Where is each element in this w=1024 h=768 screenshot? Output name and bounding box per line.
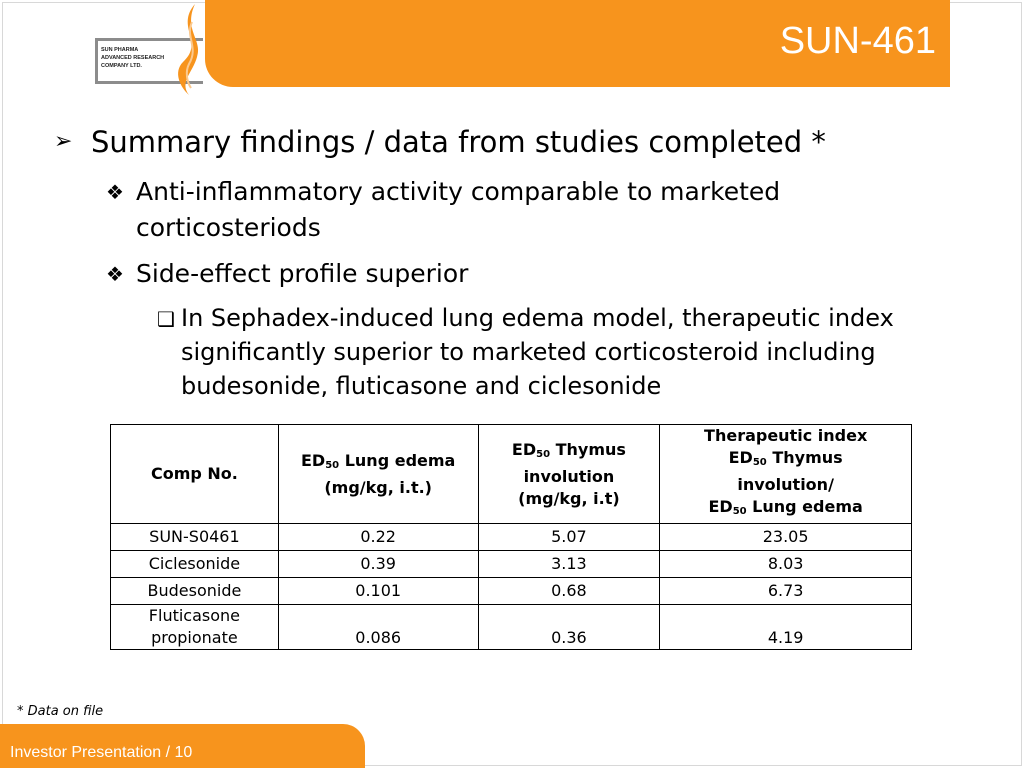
- footer-text: Investor Presentation / 10: [10, 744, 193, 761]
- col-header-thymus: $ED_{50}$ Thymus involution (mg/kg, i.t): [478, 425, 660, 524]
- cell-ti: 8.03: [660, 551, 912, 578]
- cell-lung: 0.22: [278, 524, 478, 551]
- table-row: [111, 551, 912, 578]
- slide-title: SUN-461: [779, 20, 936, 62]
- cell-comp: Budesonide: [111, 578, 279, 605]
- table-row: [111, 605, 912, 650]
- results-table: [110, 424, 912, 650]
- company-logo: [95, 2, 215, 94]
- cell-thymus: 0.68: [478, 578, 660, 605]
- cell-ti: 4.19: [660, 605, 912, 650]
- cell-ti: 6.73: [660, 578, 912, 605]
- footnote: * Data on file: [17, 704, 104, 719]
- cell-thymus: 3.13: [478, 551, 660, 578]
- bullet-text: In Sephadex-induced lung edema model, therapeutic index significantly superior to marketed corticosteroid including budesonide, fluticasone and ciclesonide: [181, 304, 894, 400]
- bullet-text: Side-effect profile superior: [136, 259, 469, 288]
- bullet-text: Summary findings / data from studies completed *: [91, 125, 826, 159]
- bullet-text: Anti-inflammatory activity comparable to marketed corticosteriods: [136, 177, 781, 242]
- diamond-bullet-icon: ❖: [106, 262, 124, 286]
- col-header-comp: Comp No.: [111, 425, 279, 524]
- table-row: [111, 578, 912, 605]
- diamond-bullet-icon: ❖: [106, 180, 124, 204]
- cell-comp: Fluticasone propionate: [111, 605, 279, 650]
- checkbox-bullet-icon: ❑: [157, 307, 175, 331]
- cell-ti: 23.05: [660, 524, 912, 551]
- col-header-therapeutic-index: Therapeutic index $ED_{50}$ Thymus involution/ $ED_{50}$ Lung edema: [660, 425, 912, 524]
- col-header-lung-edema: $ED_{50}$ Lung edema (mg/kg, i.t.): [278, 425, 478, 524]
- arrow-bullet-icon: ➢: [54, 129, 73, 154]
- cell-lung: 0.101: [278, 578, 478, 605]
- table-header-row: [111, 425, 912, 524]
- table-row: [111, 524, 912, 551]
- cell-lung: 0.086: [278, 605, 478, 650]
- cell-thymus: 5.07: [478, 524, 660, 551]
- cell-thymus: 0.36: [478, 605, 660, 650]
- cell-lung: 0.39: [278, 551, 478, 578]
- logo-text: SUN PHARMA ADVANCED RESEARCH COMPANY LTD.: [101, 47, 165, 69]
- cell-comp: SUN-S0461: [111, 524, 279, 551]
- flame-icon: [165, 2, 215, 97]
- cell-comp: Ciclesonide: [111, 551, 279, 578]
